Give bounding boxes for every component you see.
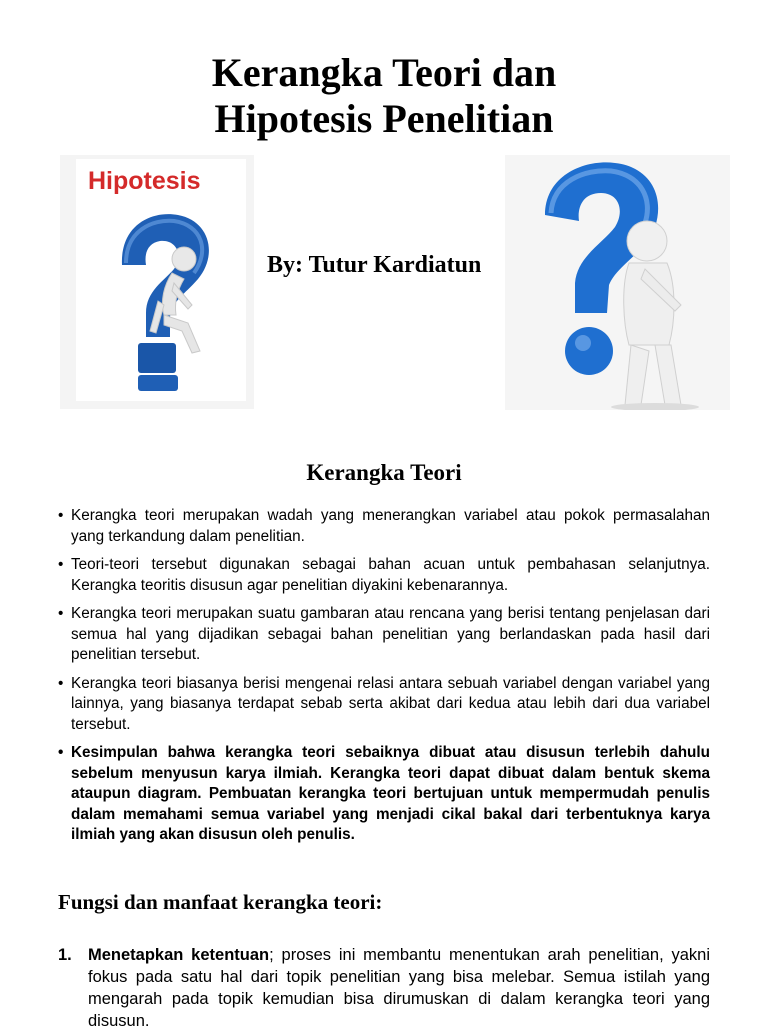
item-text: proses ini membantu menentukan arah penelitian, yakni fokus pada satu hal dari topik penelitian yang bisa melebar. Semua istilah yang mengarah pada topik kemudian bisa dirumuskan di dalam kerangka teori yang disusun. [88,946,710,1030]
title-line-1: Kerangka Teori dan [211,50,557,95]
numbered-item-body [58,944,710,1032]
author-byline: By: Tutur Kardiatun [267,252,482,278]
bullet-glyph: • [58,605,64,622]
bullet-glyph: • [58,674,64,692]
list-item [58,674,710,736]
section-title-kerangka-teori: Kerangka Teori [306,460,462,485]
list-item [58,506,710,547]
bullet-glyph: • [58,507,64,524]
bullet-text: Kerangka teori merupakan suatu gambaran atau rencana yang berisi tentang penjelasan dari semua hal yang dijadikan sebagai bahan penelitian yang berlandaskan pada hasil dari penelitian tersebut. [71,605,710,663]
bullet-text: Teori-teori tersebut digunakan sebagai bahan acuan untuk pembahasan selanjutnya. Kerangka teoritis disusun agar penelitian diyakini kebenarannya. [71,556,710,594]
numbered-list [58,944,710,1032]
item-separator: ; [269,946,274,964]
page-title [0,50,768,142]
bullet-list [58,506,710,854]
item-number: 1. [58,946,72,964]
hipotesis-question-mark-illustration [60,155,254,409]
thinking-figure-question-mark-illustration [505,155,730,410]
list-item [58,604,710,666]
numbered-item [58,944,710,1032]
bullet-glyph: • [58,744,64,761]
functions-subheading: Fungsi dan manfaat kerangka teori: [58,890,383,914]
list-item-conclusion [58,743,710,846]
bullet-text: Kerangka teori merupakan wadah yang menerangkan variabel atau pokok permasalahan yang terkandung dalam penelitian. [71,507,710,545]
list-item [58,555,710,596]
item-term: Menetapkan ketentuan [88,946,270,964]
title-line-2: Hipotesis Penelitian [214,96,554,141]
bullet-text: Kerangka teori biasanya berisi mengenai relasi antara sebuah variabel dengan variabel yang lainnya, yang biasanya terdapat sebab serta akibat dari kedua atau lebih dari dua variabel tersebut. [71,674,710,733]
bullet-text: Kesimpulan bahwa kerangka teori sebaiknya dibuat atau disusun terlebih dahulu sebelum menyusun karya ilmiah. Kerangka teori dapat dibuat dalam bentuk skema ataupun diagram. Pembuatan kerangka teori bertujuan untuk mempermudah penulis dalam memahami semua variabel yang menjadi cikal bakal dari terbentuknya karya ilmiah yang akan disusun oleh penulis. [71,744,710,843]
bullet-glyph: • [58,556,64,573]
hipotesis-label: Hipotesis [88,167,201,195]
